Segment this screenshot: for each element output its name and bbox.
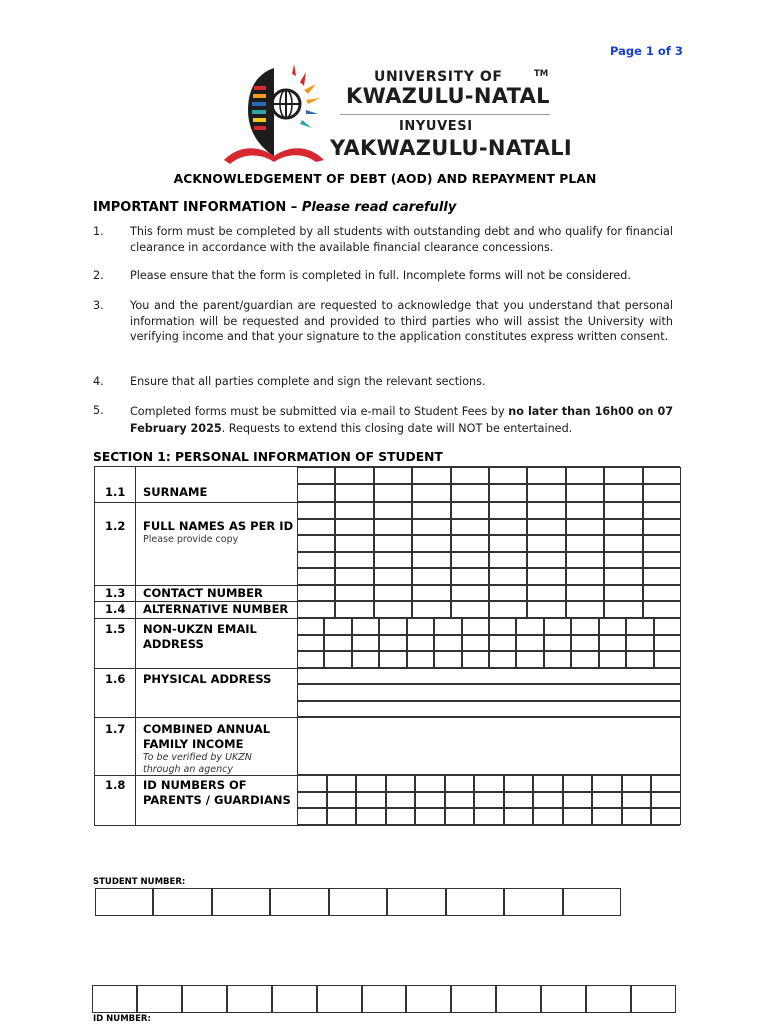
full-names-char-box[interactable] [297,519,335,536]
email-char-box[interactable] [571,651,598,668]
parent-id-char-box[interactable] [651,808,681,825]
full-names-char-box[interactable] [527,502,565,519]
full-names-char-box[interactable] [297,502,335,519]
surname-char-box[interactable] [489,467,527,484]
parent-id-char-box[interactable] [327,808,357,825]
sun-ray-3 [306,98,320,104]
surname-char-box[interactable] [604,467,642,484]
email-label-line-2: ADDRESS [143,637,204,651]
shield-bar-2 [253,94,266,98]
full-names-char-box[interactable] [297,535,335,552]
surname-char-box[interactable] [643,467,681,484]
full-names-char-box[interactable] [566,502,604,519]
alternative-number-char-box[interactable] [643,601,681,618]
alternative-number-char-box[interactable] [412,601,450,618]
full-names-char-box[interactable] [566,568,604,585]
parent-id-char-box[interactable] [563,808,593,825]
email-char-box[interactable] [654,635,681,652]
parent-id-char-box[interactable] [563,775,593,792]
surname-char-box[interactable] [489,484,527,502]
logo-divider [340,114,550,115]
id-number-digit-box[interactable] [227,985,272,1013]
id-number-digit-box[interactable] [496,985,541,1013]
surname-char-box[interactable] [297,484,335,502]
info-item-number: 1. [93,225,104,238]
student-number-digit-box[interactable] [329,888,387,916]
parent-id-char-box[interactable] [592,808,622,825]
full-names-char-box[interactable] [527,519,565,536]
full-names-char-box[interactable] [604,535,642,552]
full-names-char-box[interactable] [374,519,412,536]
parent-id-char-box[interactable] [356,775,386,792]
shield-emblem-icon [220,64,330,168]
parent-id-char-box[interactable] [651,792,681,809]
full-names-char-box[interactable] [489,519,527,536]
important-heading-italic: Please read carefully [301,200,457,215]
full-names-char-box[interactable] [335,519,373,536]
parent-id-char-box[interactable] [297,775,327,792]
info-item-text-part: Completed forms must be submitted via e-mail to Student Fees by [130,405,509,418]
full-names-char-box[interactable] [566,519,604,536]
parent-id-char-box[interactable] [415,775,445,792]
parent-id-char-box[interactable] [297,792,327,809]
surname-char-box[interactable] [412,467,450,484]
surname-char-box[interactable] [566,484,604,502]
input-grid-area [95,467,681,827]
email-char-box[interactable] [379,651,406,668]
section-1-heading: SECTION 1: PERSONAL INFORMATION OF STUDENT [93,450,443,464]
info-item-text: Ensure that all parties complete and sign the relevant sections. [130,375,486,388]
email-char-box[interactable] [599,635,626,652]
full-names-note: Please provide copy [143,534,239,545]
row-number-1-6: 1.6 [105,672,126,686]
row-number-1-7: 1.7 [105,722,126,736]
contact-number-label: CONTACT NUMBER [143,586,263,600]
email-char-box[interactable] [297,635,324,652]
full-names-char-box[interactable] [451,519,489,536]
email-char-box[interactable] [434,635,461,652]
full-names-char-box[interactable] [412,502,450,519]
email-char-box[interactable] [571,618,598,635]
email-label-line-1: NON-UKZN EMAIL [143,622,257,636]
full-names-char-box[interactable] [335,502,373,519]
email-char-box[interactable] [462,635,489,652]
sun-ray-1 [300,72,306,86]
full-names-char-box[interactable] [451,568,489,585]
parent-id-char-box[interactable] [415,792,445,809]
parent-id-char-box[interactable] [622,808,652,825]
info-item-1 [93,224,673,256]
full-names-label: FULL NAMES AS PER ID [143,519,294,533]
full-names-char-box[interactable] [374,552,412,569]
email-char-box[interactable] [489,618,516,635]
document-title: ACKNOWLEDGEMENT OF DEBT (AOD) AND REPAYMENT PLAN [173,172,597,186]
important-info-heading [93,200,456,215]
full-names-char-box[interactable] [643,568,681,585]
email-char-box[interactable] [516,635,543,652]
email-char-box[interactable] [516,651,543,668]
student-number-digit-box[interactable] [387,888,445,916]
student-number-boxes [95,888,621,916]
id-number-digit-box[interactable] [137,985,182,1013]
sun-ray-2 [304,84,316,94]
alternative-number-char-box[interactable] [297,601,335,618]
physical-address-line[interactable] [297,701,681,717]
contact-number-char-box[interactable] [643,585,681,601]
email-char-box[interactable] [489,651,516,668]
info-item-number: 4. [93,375,104,388]
physical-address-line[interactable] [297,668,681,684]
full-names-char-box[interactable] [374,535,412,552]
alternative-number-char-box[interactable] [374,601,412,618]
parent-id-char-box[interactable] [445,775,475,792]
email-char-box[interactable] [626,651,653,668]
parent-id-char-box[interactable] [415,808,445,825]
full-names-char-box[interactable] [604,552,642,569]
row-number-1-8: 1.8 [105,778,126,792]
email-char-box[interactable] [297,651,324,668]
id-number-digit-box[interactable] [451,985,496,1013]
alternative-number-char-box[interactable] [451,601,489,618]
full-names-char-box[interactable] [604,502,642,519]
shield-bar-3 [252,102,266,106]
email-char-box[interactable] [434,651,461,668]
info-item-4 [93,374,673,390]
info-item-number: 5. [93,404,104,417]
important-heading-text: IMPORTANT INFORMATION – [93,200,302,215]
full-names-char-box[interactable] [412,519,450,536]
parent-id-char-box[interactable] [622,775,652,792]
id-number-digit-box[interactable] [272,985,317,1013]
family-income-label-line-1: COMBINED ANNUAL [143,722,271,736]
id-number-digit-box[interactable] [406,985,451,1013]
parent-id-char-box[interactable] [592,775,622,792]
parent-id-char-box[interactable] [504,775,534,792]
family-income-label-line-2: FAMILY INCOME [143,737,244,751]
shield-bar-1 [254,86,266,90]
info-item-text-part: . Requests to extend this closing date will NOT be entertained. [221,422,573,435]
logo-text-university-of: UNIVERSITY OF [374,69,503,85]
full-names-char-box[interactable] [374,568,412,585]
full-names-char-box[interactable] [412,535,450,552]
parent-id-char-box[interactable] [592,792,622,809]
email-char-box[interactable] [544,618,571,635]
email-char-box[interactable] [407,635,434,652]
full-names-char-box[interactable] [412,552,450,569]
parent-id-char-box[interactable] [445,808,475,825]
id-number-digit-box[interactable] [182,985,227,1013]
contact-number-char-box[interactable] [335,585,373,601]
alternative-number-char-box[interactable] [566,601,604,618]
parent-id-char-box[interactable] [533,775,563,792]
full-names-char-box[interactable] [335,568,373,585]
parent-id-char-box[interactable] [651,775,681,792]
full-names-char-box[interactable] [335,552,373,569]
surname-char-box[interactable] [604,484,642,502]
contact-number-char-box[interactable] [527,585,565,601]
alternative-number-label: ALTERNATIVE NUMBER [143,602,289,616]
email-char-box[interactable] [352,651,379,668]
email-char-box[interactable] [462,651,489,668]
surname-char-box[interactable] [527,484,565,502]
id-number-digit-box[interactable] [631,985,676,1013]
student-number-digit-box[interactable] [504,888,562,916]
email-char-box[interactable] [324,651,351,668]
email-char-box[interactable] [324,635,351,652]
surname-char-box[interactable] [527,467,565,484]
full-names-char-box[interactable] [451,535,489,552]
contact-number-char-box[interactable] [604,585,642,601]
email-char-box[interactable] [654,618,681,635]
row-number-1-5: 1.5 [105,622,126,636]
info-item-2 [93,268,673,284]
contact-number-char-box[interactable] [566,585,604,601]
email-char-box[interactable] [352,618,379,635]
full-names-char-box[interactable] [297,568,335,585]
full-names-char-box[interactable] [566,552,604,569]
shield-bar-4 [252,110,266,114]
email-char-box[interactable] [489,635,516,652]
full-names-char-box[interactable] [643,502,681,519]
info-item-3 [93,298,673,362]
full-names-char-box[interactable] [489,568,527,585]
parent-id-label-line-1: ID NUMBERS OF [143,778,247,792]
email-char-box[interactable] [434,618,461,635]
info-item-5 [93,403,673,437]
student-number-digit-box[interactable] [212,888,270,916]
full-names-char-box[interactable] [643,535,681,552]
email-char-box[interactable] [407,651,434,668]
full-names-char-box[interactable] [489,502,527,519]
email-char-box[interactable] [379,618,406,635]
student-number-digit-box[interactable] [95,888,153,916]
full-names-char-box[interactable] [489,552,527,569]
alternative-number-char-box[interactable] [527,601,565,618]
parent-id-char-box[interactable] [504,792,534,809]
id-number-digit-box[interactable] [586,985,631,1013]
student-number-digit-box[interactable] [446,888,504,916]
surname-char-box[interactable] [335,484,373,502]
surname-char-box[interactable] [451,484,489,502]
contact-number-char-box[interactable] [412,585,450,601]
surname-char-box[interactable] [451,467,489,484]
full-names-char-box[interactable] [643,519,681,536]
email-char-box[interactable] [324,618,351,635]
email-char-box[interactable] [407,618,434,635]
full-names-char-box[interactable] [566,535,604,552]
parent-id-char-box[interactable] [474,792,504,809]
surname-char-box[interactable] [566,467,604,484]
alternative-number-char-box[interactable] [489,601,527,618]
contact-number-char-box[interactable] [297,585,335,601]
parent-id-char-box[interactable] [622,792,652,809]
email-char-box[interactable] [379,635,406,652]
contact-number-char-box[interactable] [451,585,489,601]
sun-ray-5 [300,120,312,128]
email-char-box[interactable] [544,651,571,668]
parent-id-char-box[interactable] [327,775,357,792]
full-names-char-box[interactable] [527,535,565,552]
parent-id-char-box[interactable] [356,792,386,809]
email-char-box[interactable] [297,618,324,635]
surname-char-box[interactable] [412,484,450,502]
full-names-char-box[interactable] [374,502,412,519]
parent-id-char-box[interactable] [327,792,357,809]
parent-id-char-box[interactable] [504,808,534,825]
parent-id-char-box[interactable] [474,775,504,792]
info-item-text: Please ensure that the form is completed in full. Incomplete forms will not be considered. [130,269,631,282]
full-names-char-box[interactable] [297,552,335,569]
student-number-label: STUDENT NUMBER: [93,877,186,887]
email-char-box[interactable] [626,635,653,652]
row-number-1-4: 1.4 [105,602,126,616]
id-number-label: ID NUMBER: [93,1014,151,1024]
parent-id-char-box[interactable] [386,808,416,825]
student-number-digit-box[interactable] [270,888,328,916]
logo-text-inyuvesi: INYUVESI [399,119,473,134]
email-char-box[interactable] [462,618,489,635]
email-char-box[interactable] [599,651,626,668]
surname-char-box[interactable] [297,467,335,484]
info-item-text: You and the parent/guardian are requested to acknowledge that you understand that personal information will be requested and provided to third parties who will assist the University with verifying income and that your signature to the application constitutes express written consent. [130,299,673,343]
page-indicator: Page 1 of 3 [610,44,683,58]
parent-id-char-box[interactable] [386,792,416,809]
deadline-text: no later than 16h00 on 07 February 2025 [130,405,674,435]
id-number-digit-box[interactable] [317,985,362,1013]
family-income-field[interactable] [297,717,681,775]
sun-ray-4 [306,110,318,114]
family-income-note-line-2: through an agency [143,764,233,775]
email-char-box[interactable] [599,618,626,635]
info-item-number: 3. [93,299,104,312]
email-char-box[interactable] [626,618,653,635]
full-names-char-box[interactable] [604,568,642,585]
contact-number-char-box[interactable] [489,585,527,601]
parent-id-char-box[interactable] [563,792,593,809]
physical-address-line[interactable] [297,684,681,700]
full-names-char-box[interactable] [489,535,527,552]
id-number-digit-box[interactable] [541,985,586,1013]
email-char-box[interactable] [654,651,681,668]
email-char-box[interactable] [352,635,379,652]
info-item-number: 2. [93,269,104,282]
email-char-box[interactable] [544,635,571,652]
parent-id-char-box[interactable] [297,808,327,825]
id-number-digit-box[interactable] [92,985,137,1013]
surname-char-box[interactable] [374,467,412,484]
university-logo [220,64,573,168]
parent-id-char-box[interactable] [445,792,475,809]
full-names-char-box[interactable] [451,552,489,569]
full-names-char-box[interactable] [527,568,565,585]
physical-address-label: PHYSICAL ADDRESS [143,672,272,686]
full-names-char-box[interactable] [604,519,642,536]
row-number-1-2: 1.2 [105,519,126,533]
parent-id-char-box[interactable] [474,808,504,825]
parent-id-label-line-2: PARENTS / GUARDIANS [143,793,291,807]
full-names-char-box[interactable] [643,552,681,569]
surname-label: SURNAME [143,485,208,499]
surname-char-box[interactable] [643,484,681,502]
email-char-box[interactable] [516,618,543,635]
logo-text-yakwazulu-natali: YAKWAZULU-NATALI [330,136,573,160]
contact-number-char-box[interactable] [374,585,412,601]
sun-ray-6 [292,64,296,76]
id-number-boxes [92,985,676,1013]
row-number-1-1: 1.1 [105,485,126,499]
alternative-number-char-box[interactable] [335,601,373,618]
parent-id-char-box[interactable] [533,792,563,809]
row-number-1-3: 1.3 [105,586,126,600]
parent-id-char-box[interactable] [533,808,563,825]
info-item-text [130,403,673,437]
student-number-digit-box[interactable] [563,888,621,916]
logo-trademark: TM [534,69,549,79]
surname-char-box[interactable] [335,467,373,484]
logo-text-kwazulu-natal: KWAZULU-NATAL [346,84,550,108]
family-income-note-line-1: To be verified by UKZN [143,752,252,763]
shield-bar-6 [254,126,266,130]
parent-id-char-box[interactable] [356,808,386,825]
personal-info-form [94,466,680,826]
email-char-box[interactable] [571,635,598,652]
surname-char-box[interactable] [374,484,412,502]
id-number-digit-box[interactable] [362,985,407,1013]
info-item-text: This form must be completed by all students with outstanding debt and who qualify for financial clearance in accordance with the available financial clearance concessions. [130,225,673,254]
student-number-digit-box[interactable] [153,888,211,916]
parent-id-char-box[interactable] [386,775,416,792]
shield-bar-5 [253,118,266,122]
full-names-char-box[interactable] [451,502,489,519]
full-names-char-box[interactable] [412,568,450,585]
alternative-number-char-box[interactable] [604,601,642,618]
full-names-char-box[interactable] [527,552,565,569]
full-names-char-box[interactable] [335,535,373,552]
